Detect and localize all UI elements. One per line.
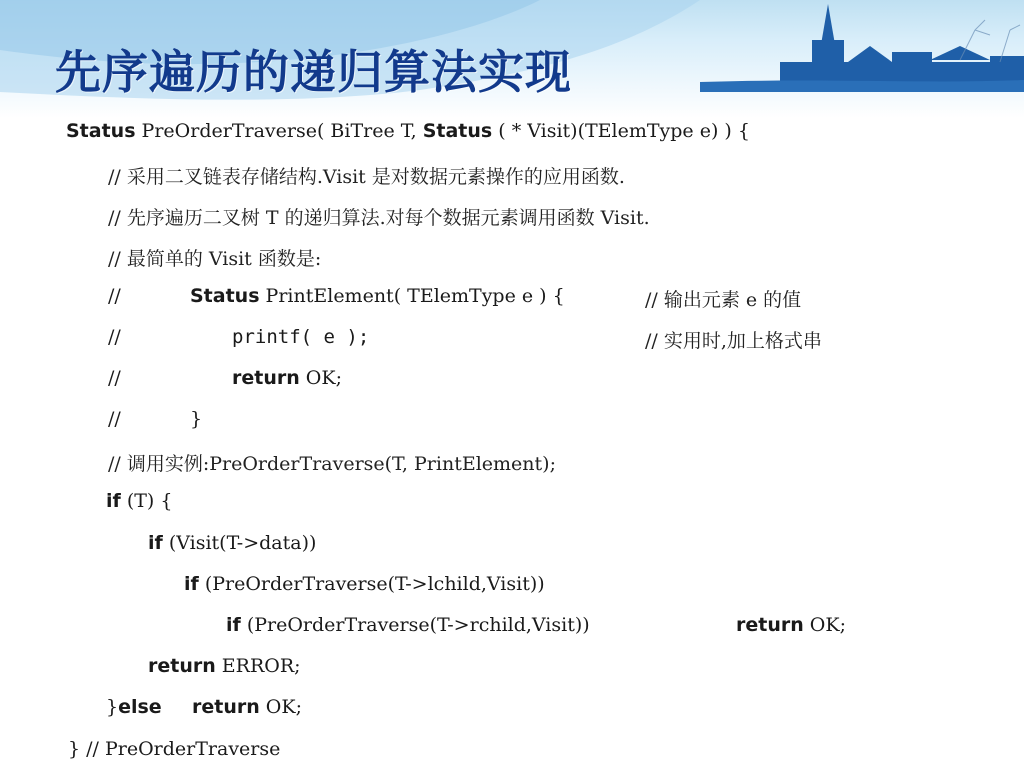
code-line-5-body [190, 285, 565, 307]
keyword: Status [190, 285, 260, 307]
code-line-9: // 调用实例:PreOrderTraverse(T, PrintElement); [108, 453, 556, 475]
keyword: else [118, 696, 162, 718]
code-line-8 [108, 408, 121, 430]
keyword: return [148, 655, 216, 677]
code-text: OK; [259, 696, 302, 718]
code-line-6-body: printf( e ); [232, 326, 370, 348]
code-text: OK; [803, 614, 846, 636]
code-line-5-comment: // 输出元素 e 的值 [645, 289, 802, 311]
keyword: if [184, 573, 199, 595]
code-line-10 [106, 490, 172, 512]
code-line-1 [66, 120, 750, 142]
code-line-12 [184, 573, 545, 595]
code-line-13-return [736, 614, 846, 636]
code-text: (PreOrderTraverse(T->lchild,Visit)) [198, 573, 545, 595]
code-text: PrintElement( TElemType e ) { [259, 285, 565, 307]
code-text: } [106, 696, 119, 718]
comment-prefix: // [108, 326, 121, 348]
slide-title: 先序遍历的递归算法实现 [55, 45, 572, 99]
keyword: Status [422, 120, 493, 142]
code-line-8-body: } [190, 408, 203, 430]
code-line-7-body [232, 367, 342, 389]
code-line-15 [106, 696, 162, 718]
code-line-4: // 最简单的 Visit 函数是: [108, 248, 322, 270]
code-text: ERROR; [215, 655, 301, 677]
code-text: PreOrderTraverse( BiTree T, [135, 120, 423, 142]
code-line-5 [108, 285, 121, 307]
code-text: OK; [299, 367, 342, 389]
code-line-16: } // PreOrderTraverse [68, 738, 281, 760]
code-line-2: // 采用二叉链表存储结构.Visit 是对数据元素操作的应用函数. [108, 166, 625, 188]
keyword: if [226, 614, 241, 636]
code-text: (Visit(T->data)) [162, 532, 317, 554]
keyword: if [148, 532, 163, 554]
keyword: return [192, 696, 260, 718]
code-text: (T) { [120, 490, 173, 512]
comment-prefix: // [108, 408, 121, 430]
code-line-3: // 先序遍历二叉树 T 的递归算法.对每个数据元素调用函数 Visit. [108, 207, 650, 229]
keyword: Status [66, 120, 136, 142]
town-silhouette-icon [780, 4, 1024, 82]
code-text: (PreOrderTraverse(T->rchild,Visit)) [240, 614, 590, 636]
keyword: return [736, 614, 804, 636]
code-line-7 [108, 367, 121, 389]
code-line-13 [226, 614, 590, 636]
comment-prefix: // [108, 367, 121, 389]
code-line-11 [148, 532, 316, 554]
code-line-6-comment: // 实用时,加上格式串 [645, 330, 822, 352]
comment-prefix: // [108, 285, 121, 307]
code-line-14 [148, 655, 301, 677]
keyword: return [232, 367, 300, 389]
code-text: ( * Visit)(TElemType e) ) { [492, 120, 750, 142]
code-line-15-return [192, 696, 302, 718]
code-line-6 [108, 326, 121, 348]
code-listing [60, 112, 960, 768]
keyword: if [106, 490, 121, 512]
